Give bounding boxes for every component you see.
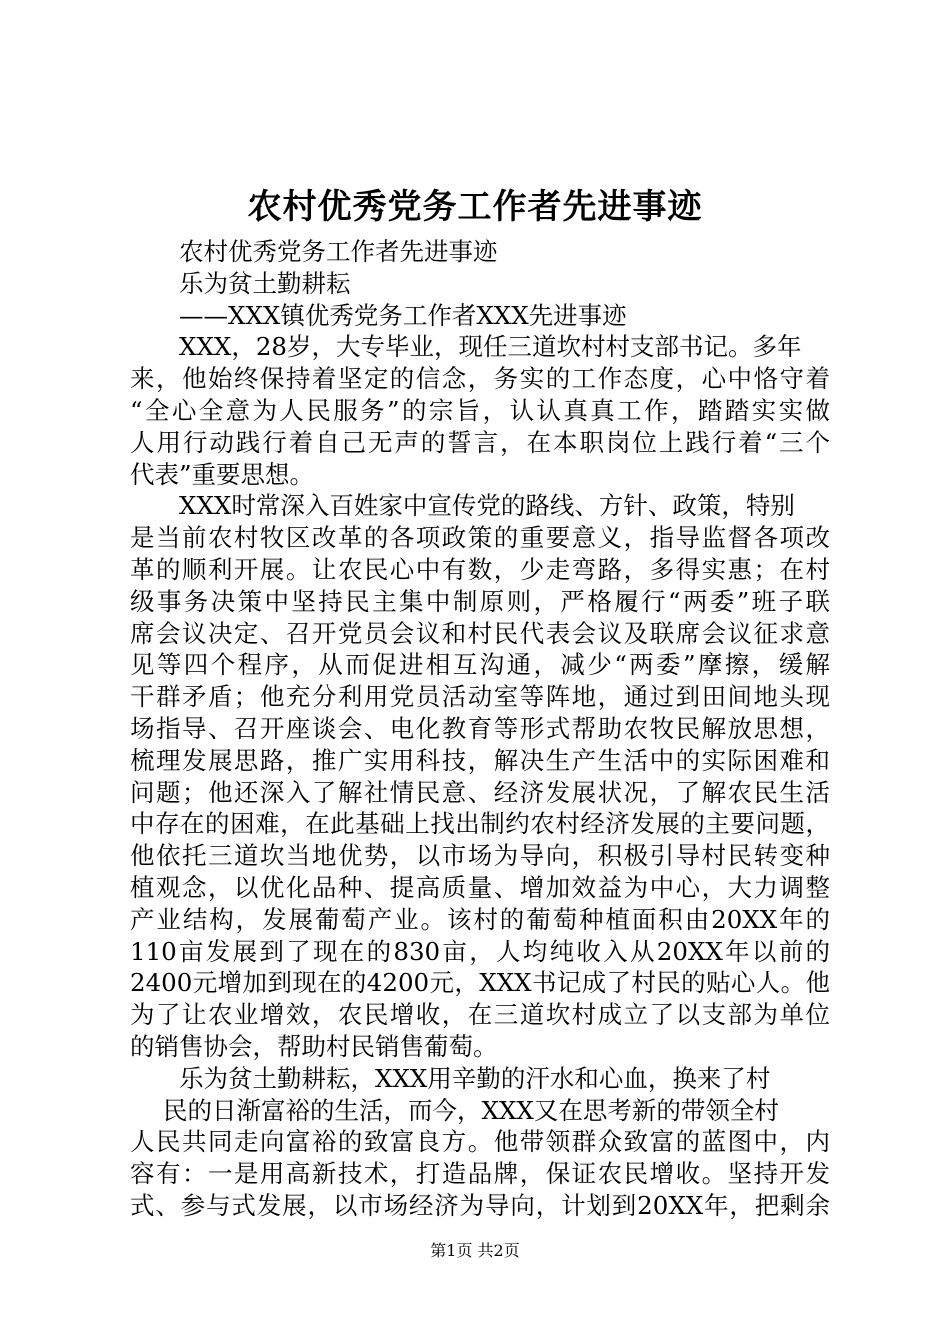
text-line: 革的顺利开展。让农民心中有数，少走弯路，多得实惠；在村 <box>130 554 830 584</box>
text-line: 民的日渐富裕的生活，而今，XXX又在思考新的带领全村 <box>163 1095 779 1125</box>
text-line: 级事务决策中坚持民主集中制原则，严格履行“两委”班子联 <box>130 586 830 616</box>
text-line: 110亩发展到了现在的830亩，人均纯收入从20XX年以前的 <box>130 936 830 966</box>
text-line: 为了让农业增效，农民增收，在三道坎村成立了以支部为单位 <box>130 1000 830 1030</box>
text-line: 式、参与式发展，以市场经济为导向，计划到20XX年，把剩余 <box>130 1190 830 1220</box>
text-line: XXX，28岁，大专毕业，现任三道坎村村支部书记。多年 <box>179 332 802 362</box>
text-line: 乐为贫土勤耕耘，XXX用辛勤的汗水和心血，换来了村 <box>179 1063 771 1093</box>
text-line: 席会议决定、召开党员会议和村民代表会议及联席会议征求意 <box>130 618 830 648</box>
text-line: 产业结构，发展葡萄产业。该村的葡萄种植面积由20XX年的 <box>130 904 830 934</box>
document-body <box>130 236 830 1222</box>
text-line: 场指导、召开座谈会、电化教育等形式帮助农牧民解放思想， <box>130 713 830 743</box>
text-line: 他依托三道坎当地优势，以市场为导向，积极引导村民转变种 <box>130 841 830 871</box>
text-line: 的销售协会，帮助村民销售葡萄。 <box>130 1031 498 1061</box>
text-line: 人用行动践行着自己无声的誓言，在本职岗位上践行着“三个 <box>130 427 830 457</box>
text-line: XXX时常深入百姓家中宣传党的路线、方针、政策，特别 <box>179 491 795 521</box>
text-line: 中存在的困难，在此基础上找出制约农村经济发展的主要问题， <box>130 809 830 839</box>
text-line: 容有：一是用高新技术，打造品牌，保证农民增收。坚持开发 <box>130 1159 830 1189</box>
text-line: 农村优秀党务工作者先进事迹 <box>179 237 498 266</box>
text-line: 来，他始终保持着坚定的信念，务实的工作态度，心中恪守着 <box>130 364 830 394</box>
text-line: ——XXX镇优秀党务工作者XXX先进事迹 <box>179 300 627 330</box>
text-line: 代表”重要思想。 <box>130 459 315 489</box>
text-line: 梳理发展思路，推广实用科技，解决生产生活中的实际困难和 <box>130 745 830 775</box>
document-title: 农村优秀党务工作者先进事迹 <box>247 187 703 227</box>
text-line: 人民共同走向富裕的致富良方。他带领群众致富的蓝图中，内 <box>130 1127 830 1157</box>
text-line: 见等四个程序，从而促进相互沟通，减少“两委”摩擦，缓解 <box>130 650 830 680</box>
page-footer: 第1页 共2页 <box>430 1241 520 1260</box>
text-line: 干群矛盾；他充分利用党员活动室等阵地，通过到田间地头现 <box>130 682 830 712</box>
text-line: 植观念，以优化品种、提高质量、增加效益为中心，大力调整 <box>130 872 830 902</box>
text-line: 问题；他还深入了解社情民意、经济发展状况，了解农民生活 <box>130 777 830 807</box>
text-line: 乐为贫土勤耕耘 <box>179 268 351 298</box>
text-line: 2400元增加到现在的4200元，XXX书记成了村民的贴心人。他 <box>130 968 830 998</box>
text-line: 是当前农村牧区改革的各项政策的重要意义，指导监督各项改 <box>130 523 830 553</box>
text-line: “全心全意为人民服务”的宗旨，认认真真工作，踏踏实实做 <box>130 395 830 425</box>
